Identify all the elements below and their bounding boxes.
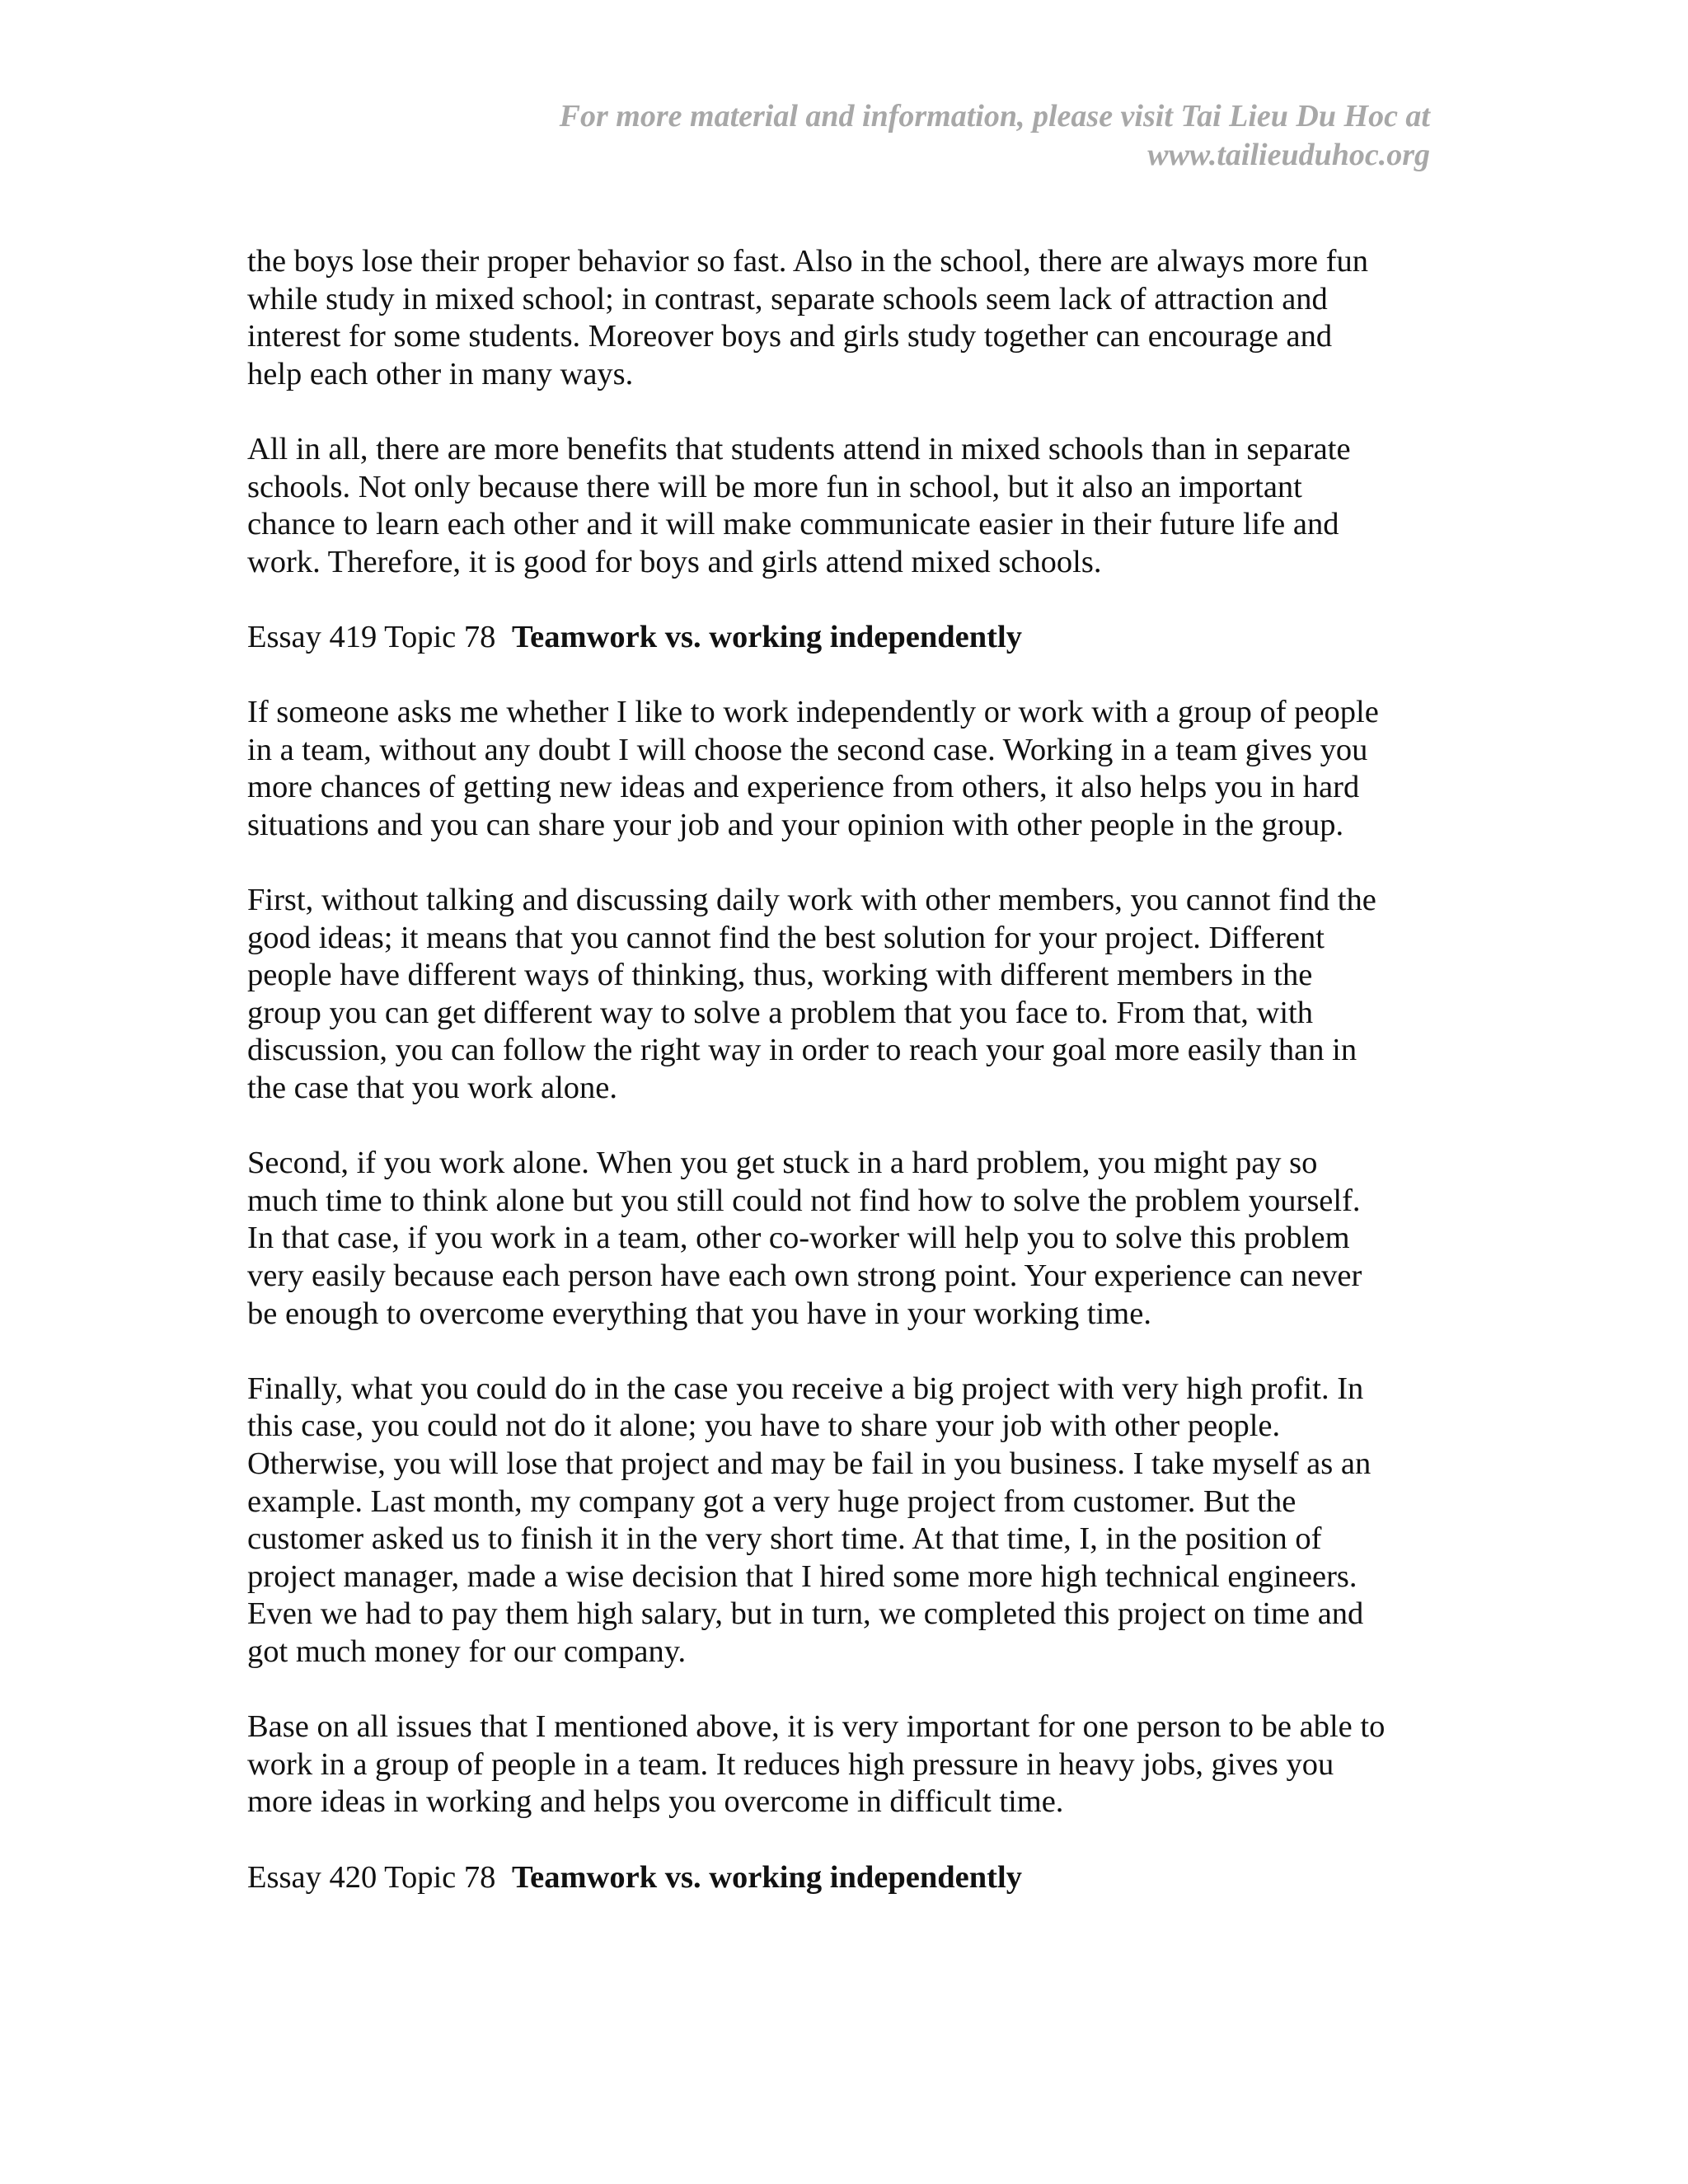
text-line: Otherwise, you will lose that project and may be fail in you business. I take myself as an <box>247 1446 1372 1481</box>
text-line: be enough to overcome everything that you have in your working time. <box>247 1296 1151 1331</box>
text-line: the boys lose their proper behavior so fast. Also in the school, there are always more fun <box>247 244 1368 279</box>
text-line: while study in mixed school; in contrast, separate schools seem lack of attraction and <box>247 281 1328 316</box>
text-line: Finally, what you could do in the case you receive a big project with very high profit. In <box>247 1371 1364 1406</box>
essay-label: Essay 420 Topic 78 <box>247 1859 496 1895</box>
paragraph <box>247 1708 1434 1821</box>
text-line: Second, if you work alone. When you get stuck in a hard problem, you might pay so <box>247 1146 1318 1181</box>
text-line: people have different ways of thinking, thus, working with different members in the <box>247 958 1313 993</box>
text-line: very easily because each person have each own strong point. Your experience can never <box>247 1258 1362 1294</box>
text-line: work. Therefore, it is good for boys and girls attend mixed schools. <box>247 544 1102 579</box>
text-line: All in all, there are more benefits that students attend in mixed schools than in separate <box>247 431 1351 466</box>
text-line: much time to think alone but you still could not find how to solve the problem yourself. <box>247 1183 1361 1218</box>
text-line: Even we had to pay them high salary, but in turn, we completed this project on time and <box>247 1596 1364 1632</box>
paragraph <box>247 1145 1434 1333</box>
paragraph <box>247 694 1434 844</box>
text-line: chance to learn each other and it will make communicate easier in their future life and <box>247 507 1339 542</box>
text-line: this case, you could not do it alone; you have to share your job with other people. <box>247 1408 1281 1444</box>
text-line: more ideas in working and helps you overcome in difficult time. <box>247 1784 1064 1820</box>
text-line: In that case, if you work in a team, other co-worker will help you to solve this problem <box>247 1221 1350 1256</box>
paragraph <box>247 1371 1434 1671</box>
text-line: schools. Not only because there will be more fun in school, but it also an important <box>247 469 1302 504</box>
essay-heading <box>247 619 1434 657</box>
text-line: got much money for our company. <box>247 1633 687 1669</box>
text-line: If someone asks me whether I like to work independently or work with a group of people <box>247 695 1379 730</box>
text-line: discussion, you can follow the right way in order to reach your goal more easily than in <box>247 1033 1357 1068</box>
text-line: good ideas; it means that you cannot find the best solution for your project. Different <box>247 920 1325 955</box>
page-header <box>359 97 1430 175</box>
text-line: interest for some students. Moreover boys and girls study together can encourage and <box>247 319 1333 354</box>
text-line: group you can get different way to solve a problem that you face to. From that, with <box>247 995 1313 1030</box>
essay-title: Teamwork vs. working independently <box>512 619 1022 654</box>
paragraph <box>247 243 1434 393</box>
text-line: in a team, without any doubt I will choose the second case. Working in a team gives you <box>247 732 1368 767</box>
text-line: more chances of getting new ideas and experience from others, it also helps you in hard <box>247 770 1360 805</box>
text-line: project manager, made a wise decision that I hired some more high technical engineers. <box>247 1558 1357 1594</box>
paragraph <box>247 882 1434 1108</box>
text-line: situations and you can share your job and your opinion with other people in the group. <box>247 807 1344 842</box>
paragraph <box>247 431 1434 581</box>
essay-label: Essay 419 Topic 78 <box>247 619 496 654</box>
header-website: www.tailieuduhoc.org <box>1147 138 1430 172</box>
header-line-1: For more material and information, please visit Tai Lieu Du Hoc at <box>559 99 1430 134</box>
text-line: Base on all issues that I mentioned above, it is very important for one person to be able to <box>247 1709 1386 1745</box>
text-line: work in a group of people in a team. It reduces high pressure in heavy jobs, gives you <box>247 1746 1334 1782</box>
document-body <box>247 243 1434 1934</box>
text-line: example. Last month, my company got a very huge project from customer. But the <box>247 1483 1296 1519</box>
essay-heading <box>247 1859 1434 1897</box>
essay-title: Teamwork vs. working independently <box>512 1859 1022 1895</box>
text-line: First, without talking and discussing daily work with other members, you cannot find the <box>247 883 1376 918</box>
text-line: the case that you work alone. <box>247 1071 618 1106</box>
text-line: help each other in many ways. <box>247 356 634 391</box>
text-line: customer asked us to finish it in the very short time. At that time, I, in the position of <box>247 1521 1322 1557</box>
